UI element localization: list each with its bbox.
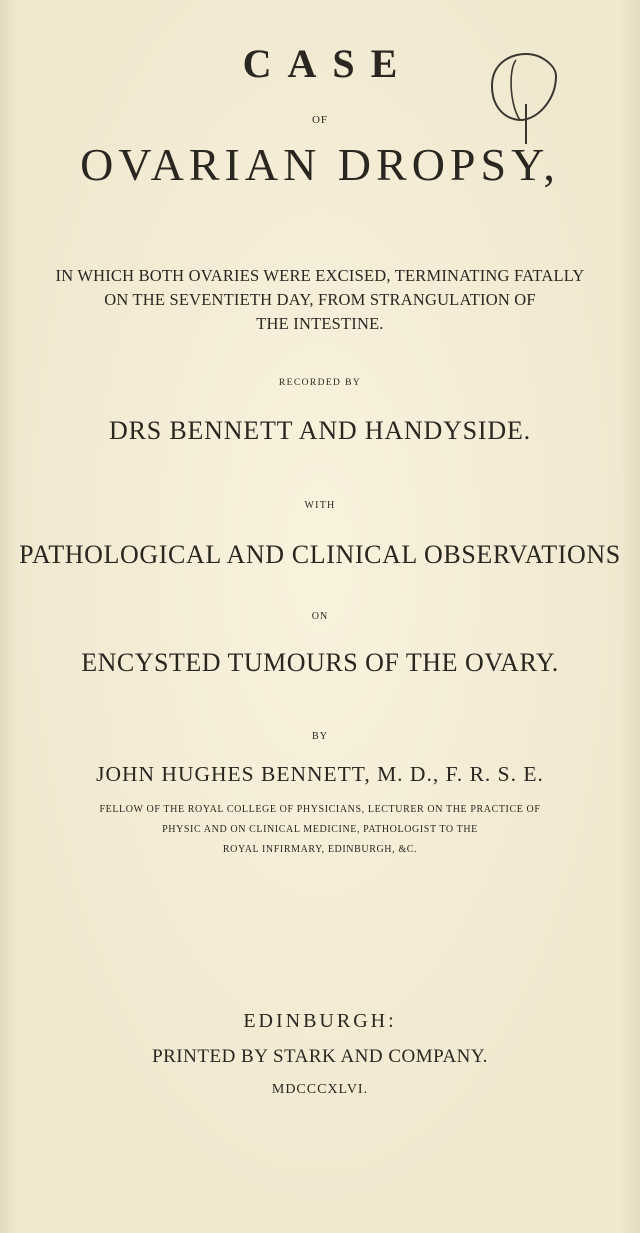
main-title: OVARIAN DROPSY, xyxy=(80,139,560,190)
heading-case: CASE xyxy=(242,41,414,86)
subtitle-line-2: ON THE SEVENTIETH DAY, FROM STRANGULATION OF xyxy=(104,290,536,309)
author-credentials-line-1: FELLOW OF THE ROYAL COLLEGE OF PHYSICIANS, LECTURER ON THE PRACTICE OF xyxy=(99,804,541,815)
imprint-city: EDINBURGH: xyxy=(243,1010,397,1032)
recorded-by-label: RECORDED BY xyxy=(278,378,362,388)
subtitle-line-3: THE INTESTINE. xyxy=(256,314,384,333)
author-credentials-line-2: PHYSIC AND ON CLINICAL MEDICINE, PATHOLOGIST TO THE xyxy=(162,824,478,835)
heading-of: OF xyxy=(311,114,329,126)
imprint-date: MDCCCXLVI. xyxy=(271,1082,369,1097)
topic-title: ENCYSTED TUMOURS OF THE OVARY. xyxy=(81,648,559,677)
library-mark-icon xyxy=(482,46,562,150)
subtitle-line-1: IN WHICH BOTH OVARIES WERE EXCISED, TERMINATING FATALLY xyxy=(55,266,585,285)
on-label: ON xyxy=(311,611,329,622)
recorders-names: DRS BENNETT AND HANDYSIDE. xyxy=(109,416,531,445)
author-credentials-line-3: ROYAL INFIRMARY, EDINBURGH, &C. xyxy=(222,844,418,855)
with-label: WITH xyxy=(304,500,336,511)
imprint-printer: PRINTED BY STARK AND COMPANY. xyxy=(152,1046,488,1067)
observations-title: PATHOLOGICAL AND CLINICAL OBSERVATIONS xyxy=(19,540,621,569)
author-name: JOHN HUGHES BENNETT, M. D., F. R. S. E. xyxy=(96,762,544,786)
by-label: BY xyxy=(312,731,328,742)
